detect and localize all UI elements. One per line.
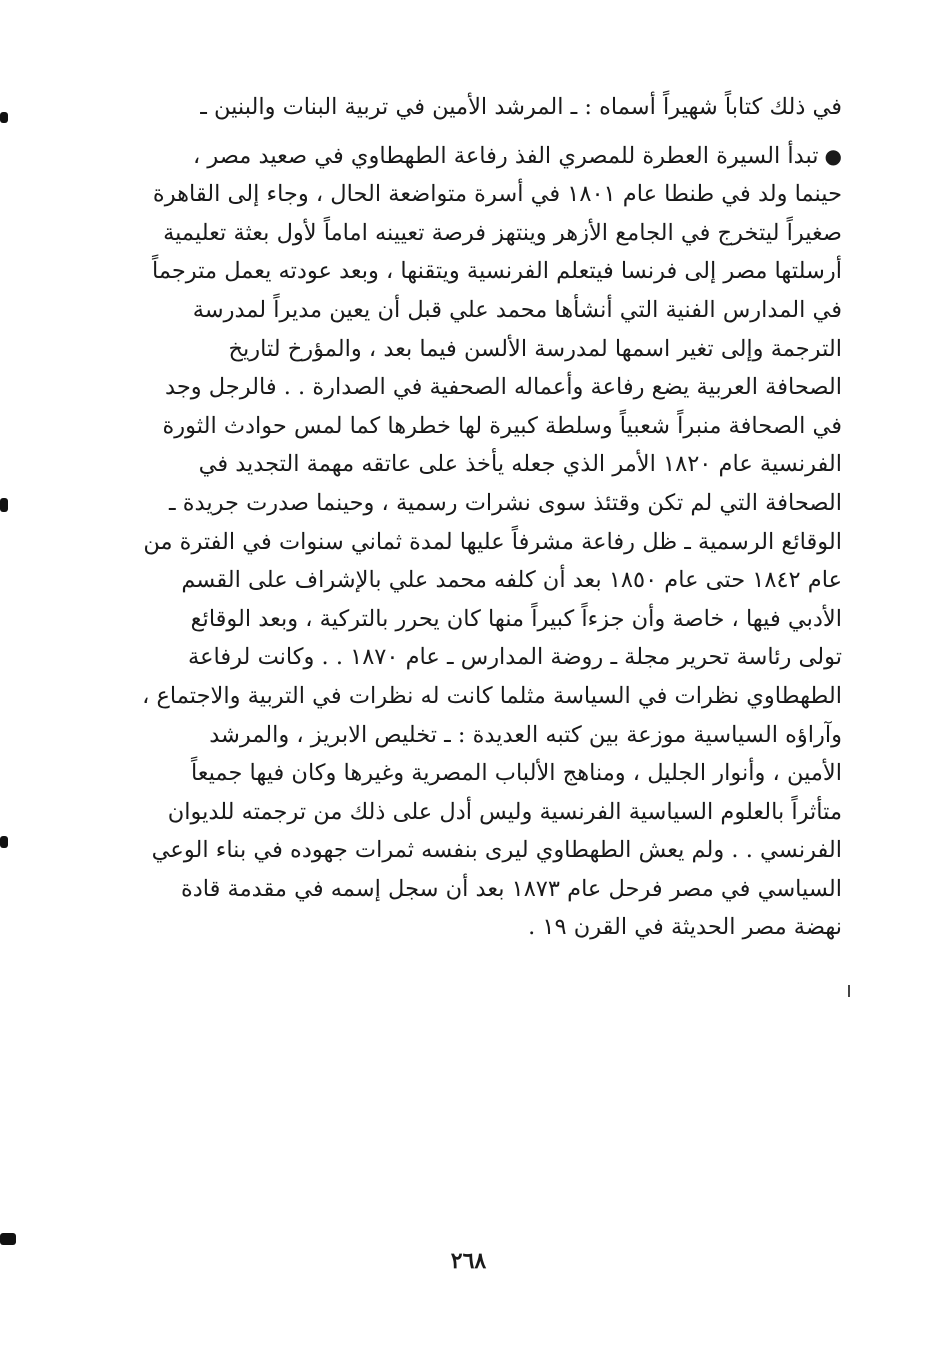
- paragraph-line: [130, 137, 842, 176]
- paragraph-line: نهضة مصر الحديثة في القرن ١٩ .: [528, 914, 842, 941]
- paragraph-line-text: تبدأ السيرة العطرة للمصري الفذ رفاعة الطهطاوي في صعيد مصر ،: [192, 142, 819, 169]
- paragraph-line: وآراؤه السياسية موزعة بين كتبه العديدة : ـ تخليص الابريز ، والمرشد: [209, 721, 842, 748]
- paragraph-line: صغيراً ليتخرج في الجامع الأزهر وينتهز فرصة تعيينه اماماً لأول بعثة تعليمية: [163, 219, 842, 246]
- paragraph-line: الطهطاوي نظرات في السياسة مثلما كانت له نظرات في التربية والاجتماع ،: [142, 682, 842, 709]
- paragraph-line: الأدبي فيها ، خاصة وأن جزءاً كبيراً منها كان يحرر بالتركية ، وبعد الوقائع: [190, 605, 842, 632]
- margin-tick: [848, 985, 850, 997]
- scan-mark-3: [0, 836, 8, 848]
- paragraph-line: عام ١٨٤٢ حتى عام ١٨٥٠ بعد أن كلفه محمد علي بالإشراف على القسم: [181, 567, 842, 594]
- paragraph-line: الصحافة العربية يضع رفاعة وأعماله الصحفية في الصدارة . . فالرجل وجد: [165, 374, 842, 401]
- paragraph-line: في الصحافة منبراً شعبياً وسلطة كبيرة لها خطرها كما لمس حوادث الثورة: [162, 412, 842, 439]
- paragraph-line: الأمين ، وأنوار الجليل ، ومناهج الألباب المصرية وغيرها وكان فيها جميعاً: [190, 760, 842, 787]
- body-text: [130, 88, 842, 947]
- paragraph-line: الترجمة وإلى تغير اسمها لمدرسة الألسن فيما بعد ، والمؤرخ لتاريخ: [228, 335, 842, 362]
- page-number: ٢٦٨: [450, 1248, 487, 1274]
- scan-mark-4: [0, 1233, 16, 1245]
- scan-mark-2: [0, 498, 8, 512]
- paragraph-line: في المدارس الفنية التي أنشأها محمد علي قبل أن يعين مديراً لمدرسة: [192, 296, 842, 323]
- bullet-icon: ●: [824, 143, 842, 168]
- scan-mark-1: [0, 112, 8, 123]
- intro-line: في ذلك كتاباً شهيراً أسماه : ـ المرشد الأمين في تربية البنات والبنين ـ: [200, 94, 842, 120]
- paragraph-line: تولى رئاسة تحرير مجلة ـ روضة المدارس ـ عام ١٨٧٠ . . وكانت لرفاعة: [188, 644, 842, 671]
- paragraph-line: الوقائع الرسمية ـ ظل رفاعة مشرفاً عليها لمدة ثماني سنوات في الفترة من: [143, 528, 842, 555]
- paragraph-line: السياسي في مصر فرحل عام ١٨٧٣ بعد أن سجل إسمه في مقدمة قادة: [180, 875, 842, 902]
- paragraph-line: متأثراً بالعلوم السياسية الفرنسية وليس أدل على ذلك من ترجمته للديوان: [167, 798, 842, 825]
- paragraph-line: أرسلتها مصر إلى فرنسا فيتعلم الفرنسية ويتقنها ، وبعد عودته يعمل مترجماً: [152, 258, 842, 285]
- paragraph-line: حينما ولد في طنطا عام ١٨٠١ في أسرة متواضعة الحال ، وجاء إلى القاهرة: [152, 181, 842, 208]
- paragraph-line: الفرنسي . . ولم يعش الطهطاوي ليرى بنفسه ثمرات جهوده في بناء الوعي: [151, 837, 842, 864]
- paragraph-line: الصحافة التي لم تكن وقتئذ سوى نشرات رسمية ، وحينما صدرت جريدة ـ: [168, 489, 842, 516]
- paragraph-line: الفرنسية عام ١٨٢٠ الأمر الذي جعله يأخذ على عاتقه مهمة التجديد في: [198, 451, 842, 478]
